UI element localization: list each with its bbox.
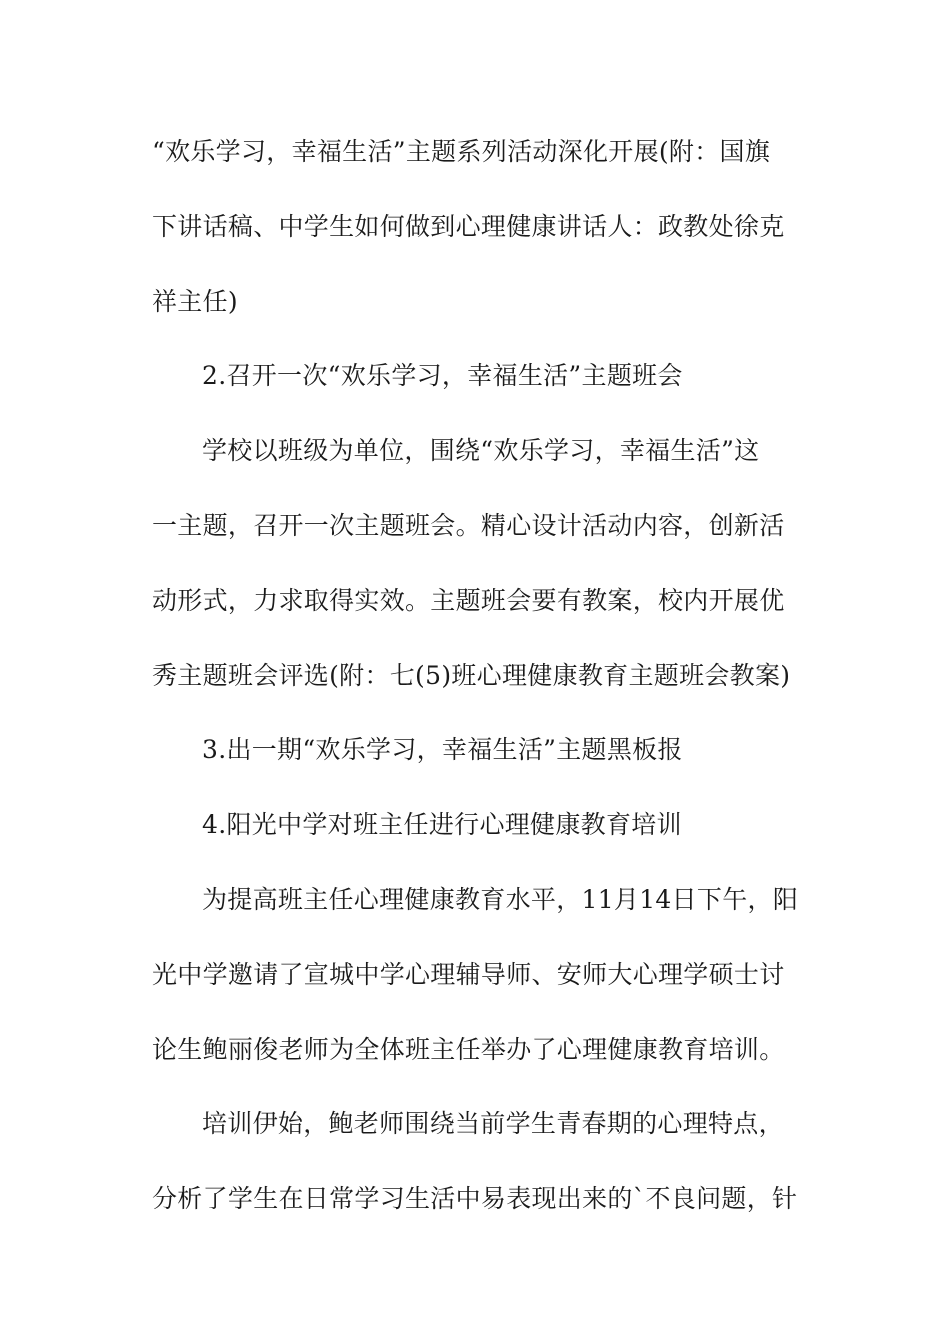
paragraph-line: 下讲话稿、中学生如何做到心理健康讲话人：政教处徐克 [152,211,785,241]
paragraph-line: 分析了学生在日常学习生活中易表现出来的`不良问题，针 [152,1184,798,1214]
paragraph-line: 光中学邀请了宣城中学心理辅导师、安师大心理学硕士讨 [152,959,785,989]
paragraph-line: 培训伊始，鲍老师围绕当前学生青春期的心理特点， [202,1109,784,1139]
paragraph-line: 学校以班级为单位，围绕“欢乐学习，幸福生活”这 [202,436,760,466]
paragraph-line: 动形式，力求取得实效。主题班会要有教案，校内开展优 [152,585,785,615]
paragraph-line: 论生鲍丽俊老师为全体班主任举办了心理健康教育培训。 [152,1034,785,1064]
section-heading: 4.阳光中学对班主任进行心理健康教育培训 [202,810,682,840]
paragraph-line: 祥主任) [152,286,238,316]
section-heading: 2.召开一次“欢乐学习，幸福生活”主题班会 [202,361,683,391]
paragraph-line: “欢乐学习，幸福生活”主题系列活动深化开展(附：国旗 [152,137,771,166]
paragraph-line: 秀主题班会评选(附：七(5)班心理健康教育主题班会教案) [152,660,791,690]
document-body [152,128,812,1250]
paragraph-line: 一主题，召开一次主题班会。精心设计活动内容，创新活 [152,510,785,540]
section-heading: 3.出一期“欢乐学习，幸福生活”主题黑板报 [202,735,683,765]
paragraph-line: 为提高班主任心理健康教育水平，11月14日下午，阳 [202,884,799,914]
